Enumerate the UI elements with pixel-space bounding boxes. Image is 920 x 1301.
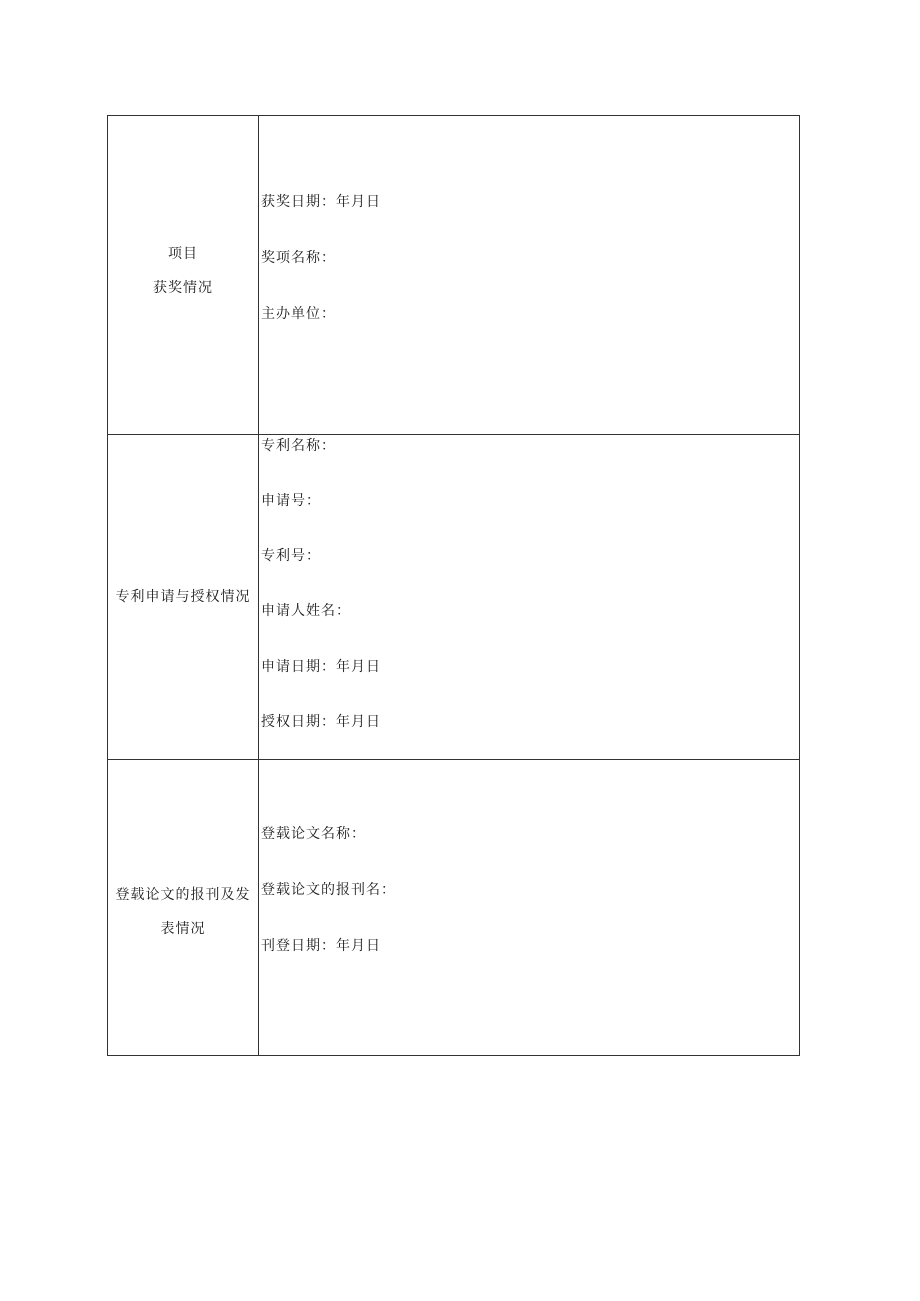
application-date-field: 申请日期：年月日 — [261, 659, 381, 675]
publications-label-cell — [108, 760, 259, 1056]
patent-name-field: 专利名称： — [261, 438, 336, 454]
patents-label-cell — [108, 435, 259, 760]
patent-number-field: 专利号： — [261, 548, 321, 564]
award-name-field: 奖项名称： — [261, 250, 336, 266]
applicant-name-field: 申请人姓名： — [261, 603, 351, 619]
paper-title-field: 登载论文名称： — [261, 826, 366, 842]
publications-label-line-1: 登载论文的报刊及发 — [115, 886, 251, 903]
award-date-field: 获奖日期：年月日 — [261, 194, 381, 210]
publications-content-cell[interactable] — [259, 760, 800, 1056]
award-organizer-field: 主办单位： — [261, 306, 336, 322]
awards-label-line-1: 项目 — [168, 246, 198, 262]
publications-row — [108, 760, 800, 1056]
awards-row — [108, 116, 800, 435]
info-form-table — [107, 115, 800, 1056]
patents-row — [108, 435, 800, 760]
application-number-field: 申请号： — [261, 493, 321, 509]
patents-label-line-1: 专利申请与授权情况 — [115, 589, 251, 605]
publications-label-line-2: 表情况 — [160, 920, 206, 937]
grant-date-field: 授权日期：年月日 — [261, 714, 381, 730]
awards-label-cell — [108, 116, 259, 435]
awards-content-cell[interactable] — [259, 116, 800, 435]
patents-content-cell[interactable] — [259, 435, 800, 760]
publish-date-field: 刊登日期：年月日 — [261, 938, 381, 954]
awards-label-line-2: 获奖情况 — [153, 280, 213, 296]
journal-name-field: 登载论文的报刊名： — [261, 882, 396, 898]
